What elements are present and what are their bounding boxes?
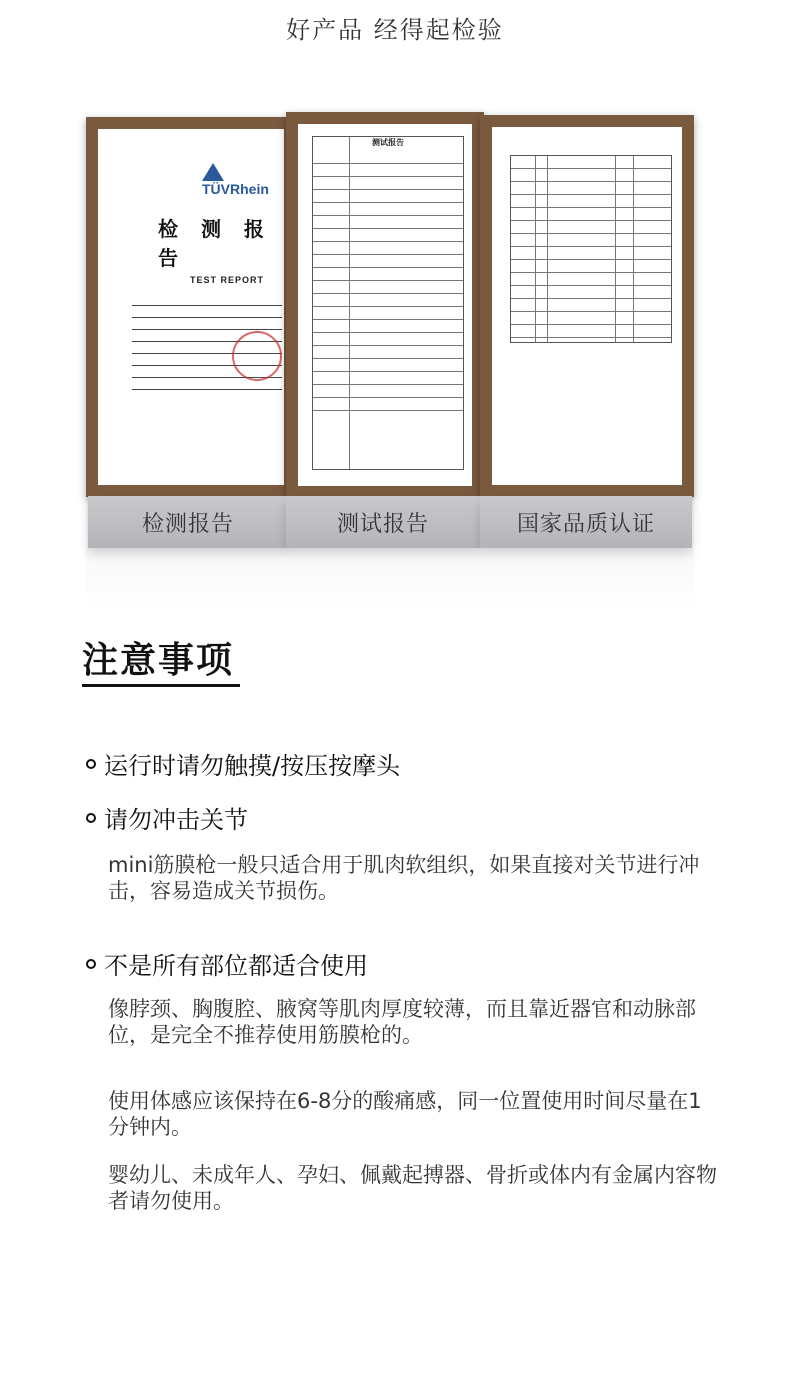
doc-title: 检 测 报 告 [158,217,272,270]
tuv-logo: TÜVRhein [202,163,276,197]
page-slogan: 好产品 经得起检验 [286,16,504,44]
note-bullet-2 [86,800,248,835]
certificate-showcase [86,112,694,612]
triangle-logo-icon [202,163,224,181]
title-underline [82,684,240,687]
certificate-paper [312,136,464,476]
note-bullet-label: 请勿冲击关节 [104,806,248,834]
note-paragraph-3: 使用体感应该保持在6-8分的酸痛感，同一位置使用时间尽量在1分钟内。 [108,1089,702,1139]
report-table-title: 测试报告 [372,138,404,147]
caption-national-quality: 国家品质认证 [480,496,692,548]
certificate-frame-national [480,115,694,497]
note-paragraph-1: mini筋膜枪一般只适合用于肌肉软组织，如果直接对关节进行冲击，容易造成关节损伤。 [108,853,700,903]
red-seal-stamp [232,331,282,381]
circle-bullet-icon [86,813,96,823]
caption-testing-report: 测试报告 [286,496,480,548]
note-bullet-1 [86,746,400,781]
note-bullet-label: 运行时请勿触摸/按压按摩头 [104,752,401,780]
certificate-frame-testing [286,112,484,498]
certificate-paper [112,141,276,475]
certificate-paper [506,139,674,475]
report-table [312,136,464,470]
note-paragraph-2: 像脖颈、胸腹腔、腋窝等肌肉厚度较薄，而且靠近器官和动脉部位，是完全不推荐使用筋膜枪的。 [108,997,696,1047]
note-bullet-label: 不是所有部位都适合使用 [104,952,368,980]
certificate-frame-test-report [86,117,296,497]
doc-subtitle: TEST REPORT [190,275,265,285]
note-paragraph-4: 婴幼儿、未成年人、孕妇、佩戴起搏器、骨折或体内有金属内容物者请勿使用。 [108,1163,717,1213]
notes-title: 注意事项 [82,640,235,681]
circle-bullet-icon [86,959,96,969]
caption-test-report: 检测报告 [88,496,288,548]
note-bullet-3 [86,946,368,981]
quality-table [510,155,672,343]
circle-bullet-icon [86,759,96,769]
